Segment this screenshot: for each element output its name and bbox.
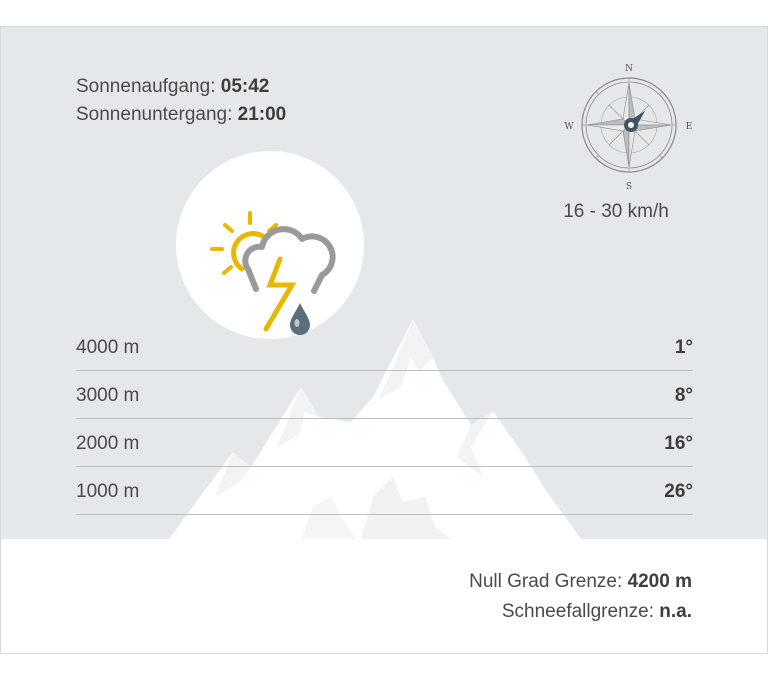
altitude-label: 1000 m — [76, 480, 140, 502]
altitude-temperature-table — [76, 323, 693, 515]
altitude-label: 3000 m — [76, 384, 140, 406]
mountain-panel — [1, 27, 767, 539]
snowfall-limit-label: Schneefallgrenze: — [501, 601, 654, 622]
weather-card — [0, 26, 768, 654]
altitude-label: 4000 m — [76, 336, 140, 358]
sun-times — [76, 73, 286, 129]
altitude-temperature: 26° — [664, 480, 693, 502]
altitude-temperature: 8° — [674, 384, 693, 406]
freezing-level-value: 4200 m — [627, 571, 692, 592]
altitude-label: 2000 m — [76, 432, 140, 454]
sunrise-label: Sonnenaufgang: — [76, 76, 216, 97]
compass-north-label: N — [625, 64, 633, 74]
altitude-row — [76, 323, 693, 371]
freezing-level-row — [469, 567, 692, 597]
sunset-label: Sonnenuntergang: — [76, 104, 233, 125]
snowfall-limit-value: n.a. — [659, 601, 692, 622]
altitude-row — [76, 419, 693, 467]
sunset-row — [76, 101, 286, 129]
sunrise-row — [76, 73, 286, 101]
compass-east-label: E — [685, 122, 693, 132]
sunrise-time: 05:42 — [220, 76, 270, 97]
compass-south-label: S — [625, 182, 633, 192]
compass-west-label: W — [564, 122, 574, 132]
compass-icon — [557, 59, 701, 195]
altitude-temperature: 1° — [674, 336, 693, 358]
sun-cloud-thunder-rain-icon — [176, 151, 364, 339]
altitude-row — [76, 371, 693, 419]
wind-speed: 16 - 30 km/h — [563, 201, 669, 222]
weather-icon-circle — [176, 151, 364, 339]
limits-info — [469, 567, 692, 627]
altitude-row — [76, 467, 693, 515]
altitude-temperature: 16° — [664, 432, 693, 454]
freezing-level-label: Null Grad Grenze: — [469, 571, 623, 592]
sunset-time: 21:00 — [237, 104, 287, 125]
snowfall-limit-row — [469, 597, 692, 627]
